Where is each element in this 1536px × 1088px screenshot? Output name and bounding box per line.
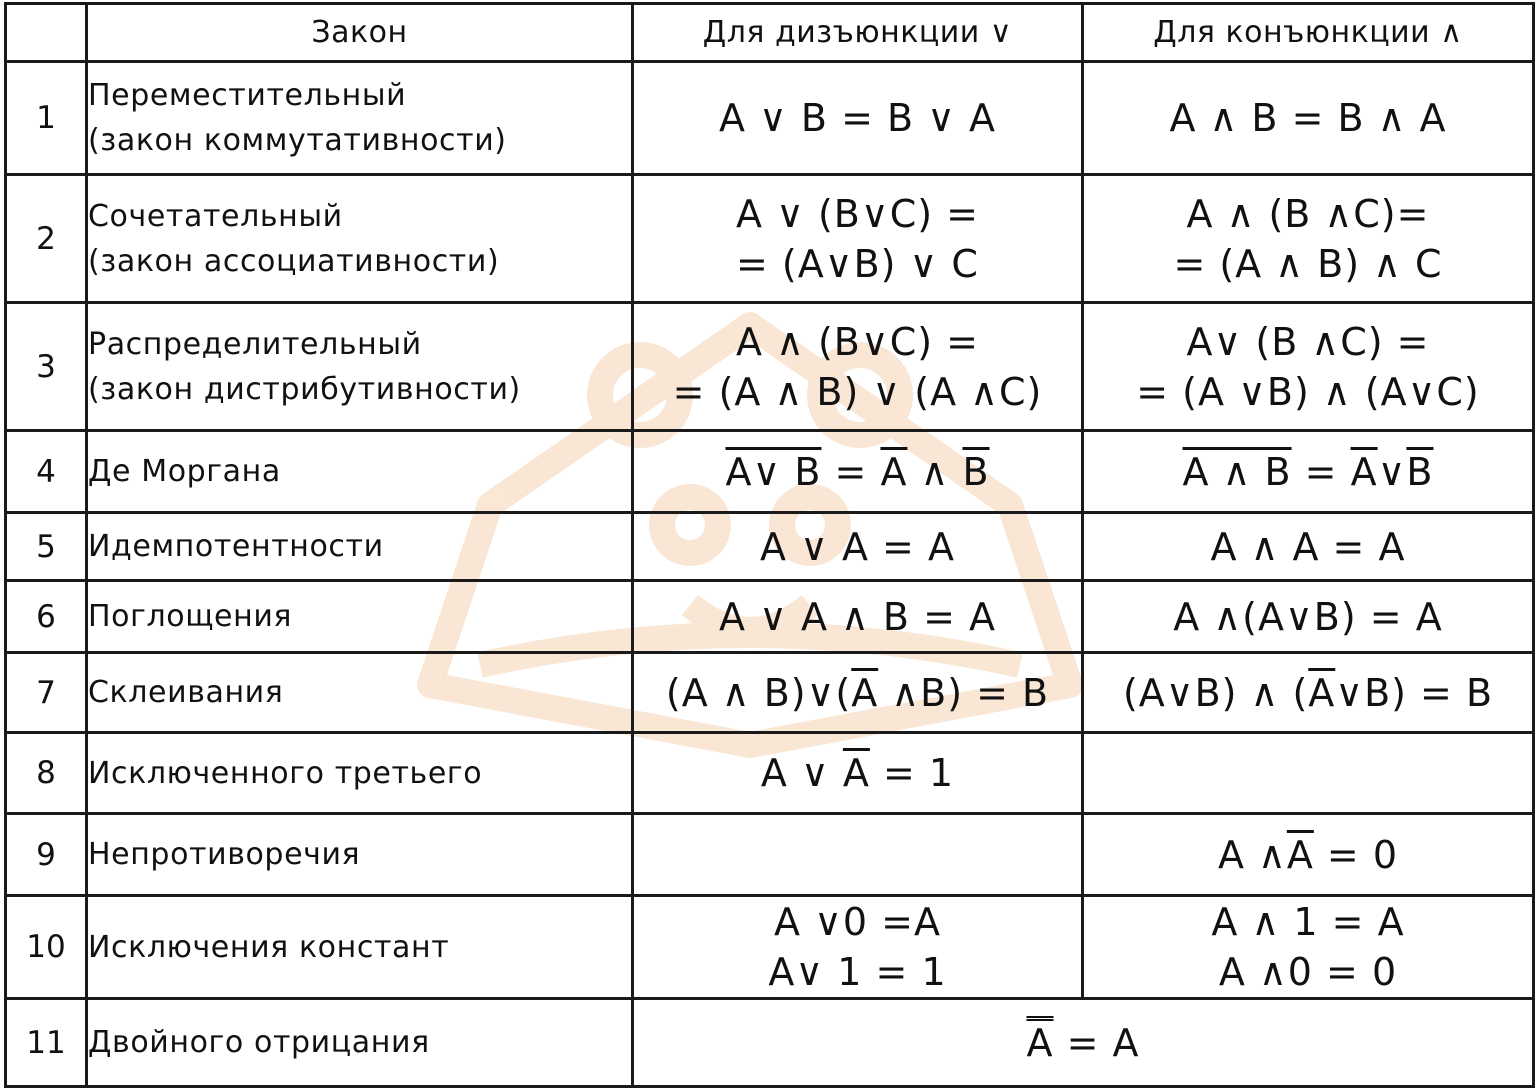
table-row [6, 653, 1534, 733]
formula-part: ∨ [1377, 449, 1407, 494]
formula-part: ∨B) = B [1335, 670, 1494, 715]
conjunction-formula [1083, 581, 1534, 653]
header-row [6, 4, 1534, 62]
disjunction-formula [633, 896, 1083, 999]
formula-part: = [821, 449, 881, 494]
header-disjunction: Для дизъюнкции ∨ [633, 4, 1083, 62]
formula-line: = (A∨B) ∨ C [736, 241, 979, 286]
negated-variable: $\overline{A}$ [851, 670, 879, 715]
row-number: 6 [6, 581, 87, 653]
table-row [6, 513, 1534, 581]
formula-line: A ∧ (B ∧C)= [1186, 191, 1430, 236]
law-name [87, 733, 633, 814]
header-conjunction: Для конъюнкции ∧ [1083, 4, 1534, 62]
law-name [87, 999, 633, 1087]
law-name-line: Исключения констант [88, 929, 450, 965]
formula-line: = (A ∨B) ∧ (A∨C) [1136, 369, 1480, 414]
row-number: 11 [6, 999, 87, 1087]
row-number: 5 [6, 513, 87, 581]
law-name-line: Переместительный [88, 78, 407, 113]
row-number: 2 [6, 175, 87, 303]
law-name-line: Исключенного третьего [88, 755, 483, 791]
negated-variable: $\overline{A}$ [1308, 670, 1336, 715]
formula-line: A ∧ (B∨C) = [736, 319, 979, 364]
formula-part: ∧B) = B [878, 670, 1050, 715]
table-row [6, 581, 1534, 653]
row-number: 1 [6, 62, 87, 175]
negated-variable: $\overline{B}$ [962, 449, 990, 494]
formula-part: A ∨0 =A [774, 900, 941, 944]
disjunction-formula [633, 62, 1083, 175]
law-name-line: Де Моргана [88, 454, 281, 489]
law-name-line: Двойного отрицания [88, 1025, 430, 1060]
disjunction-formula [633, 431, 1083, 513]
table-row [6, 896, 1534, 999]
disjunction-formula [633, 733, 1083, 814]
header-number [6, 4, 87, 62]
formula-line: A ∧ B = B ∧ A [1169, 96, 1447, 140]
law-name [87, 303, 633, 431]
law-name-line: Непротиворечия [88, 837, 361, 872]
table-row [6, 303, 1534, 431]
formula-line: A∨ (B ∧C) = [1186, 319, 1430, 364]
header-law: Закон [87, 4, 633, 62]
conjunction-formula [1083, 175, 1534, 303]
negated-variable: $\overline{A}$ [880, 449, 908, 494]
negated-variable: $\overline{A}$ [1286, 832, 1314, 877]
law-name [87, 581, 633, 653]
formula-part: (A ∧ B)∨( [665, 670, 852, 715]
row-number: 7 [6, 653, 87, 733]
formula-line: A ∧(A∨B) = A [1173, 594, 1443, 639]
formula-part: ∧ [907, 449, 963, 494]
conjunction-formula [1083, 431, 1534, 513]
formula-line: A ∨ A = A [760, 524, 955, 569]
formula-part: = A [1053, 1020, 1140, 1065]
law-name-line: Поглощения [88, 599, 293, 634]
formula-part: (A∨B) ∧ ( [1122, 670, 1309, 715]
table-row [6, 814, 1534, 896]
law-name [87, 653, 633, 733]
negated-expression: A∨ B [725, 449, 822, 494]
law-name-line: (закон ассоциативности) [88, 243, 500, 279]
formula-part: = [1291, 449, 1351, 494]
formula-line: = (A ∧ B) ∨ (A ∧C) [672, 369, 1043, 414]
law-name [87, 896, 633, 999]
disjunction-formula [633, 653, 1083, 733]
conjunction-formula [1083, 733, 1534, 814]
law-name [87, 62, 633, 175]
law-name-line: (закон коммутативности) [88, 123, 507, 158]
negated-variable: $\overline{A}$ [1350, 449, 1378, 494]
double-negated-variable: A [1026, 1020, 1054, 1065]
double-negation-formula [633, 999, 1534, 1087]
disjunction-formula [633, 814, 1083, 896]
law-name-line: Склеивания [88, 675, 284, 710]
formula-line: = (A ∧ B) ∧ C [1173, 241, 1443, 286]
formula-line: A ∨ A ∧ B = A [719, 594, 996, 639]
table-row [6, 62, 1534, 175]
law-name [87, 814, 633, 896]
formula-part: A ∧ [1217, 832, 1287, 877]
law-name [87, 175, 633, 303]
table-row [6, 175, 1534, 303]
disjunction-formula [633, 175, 1083, 303]
law-name-line: (закон дистрибутивности) [88, 371, 521, 407]
law-name [87, 513, 633, 581]
conjunction-formula [1083, 513, 1534, 581]
law-name [87, 431, 633, 513]
law-name-line: Идемпотентности [88, 529, 384, 564]
row-number: 4 [6, 431, 87, 513]
formula-line: A ∨ B = B ∨ A [718, 96, 997, 140]
row-number: 10 [6, 896, 87, 999]
conjunction-formula [1083, 303, 1534, 431]
row-number: 3 [6, 303, 87, 431]
conjunction-formula [1083, 62, 1534, 175]
table-row [6, 733, 1534, 814]
formula-part: = 0 [1313, 832, 1399, 877]
law-name-line: Сочетательный [88, 198, 343, 234]
disjunction-formula [633, 513, 1083, 581]
conjunction-formula [1083, 814, 1534, 896]
negated-variable: $\overline{B}$ [1406, 449, 1434, 494]
row-number: 8 [6, 733, 87, 814]
negated-expression: A ∧ B [1182, 449, 1292, 494]
formula-part: A ∧ 1 = A [1211, 900, 1405, 944]
table-row [6, 999, 1534, 1087]
formula-part: A ∧0 = 0 [1218, 950, 1398, 994]
row-number: 9 [6, 814, 87, 896]
disjunction-formula [633, 303, 1083, 431]
disjunction-formula [633, 581, 1083, 653]
formula-part: A∨ 1 = 1 [768, 950, 947, 994]
formula-part: = 1 [869, 751, 955, 795]
table-row [6, 431, 1534, 513]
formula-part: A ∨ [760, 751, 843, 795]
formula-line: A ∨ (B∨C) = [736, 191, 979, 236]
negated-variable: $\overline{A}$ [842, 751, 870, 795]
law-name-line: Распределительный [88, 326, 422, 362]
conjunction-formula [1083, 896, 1534, 999]
formula-line: A ∧ A = A [1210, 524, 1406, 569]
boolean-laws-table [4, 2, 1535, 1088]
conjunction-formula [1083, 653, 1534, 733]
